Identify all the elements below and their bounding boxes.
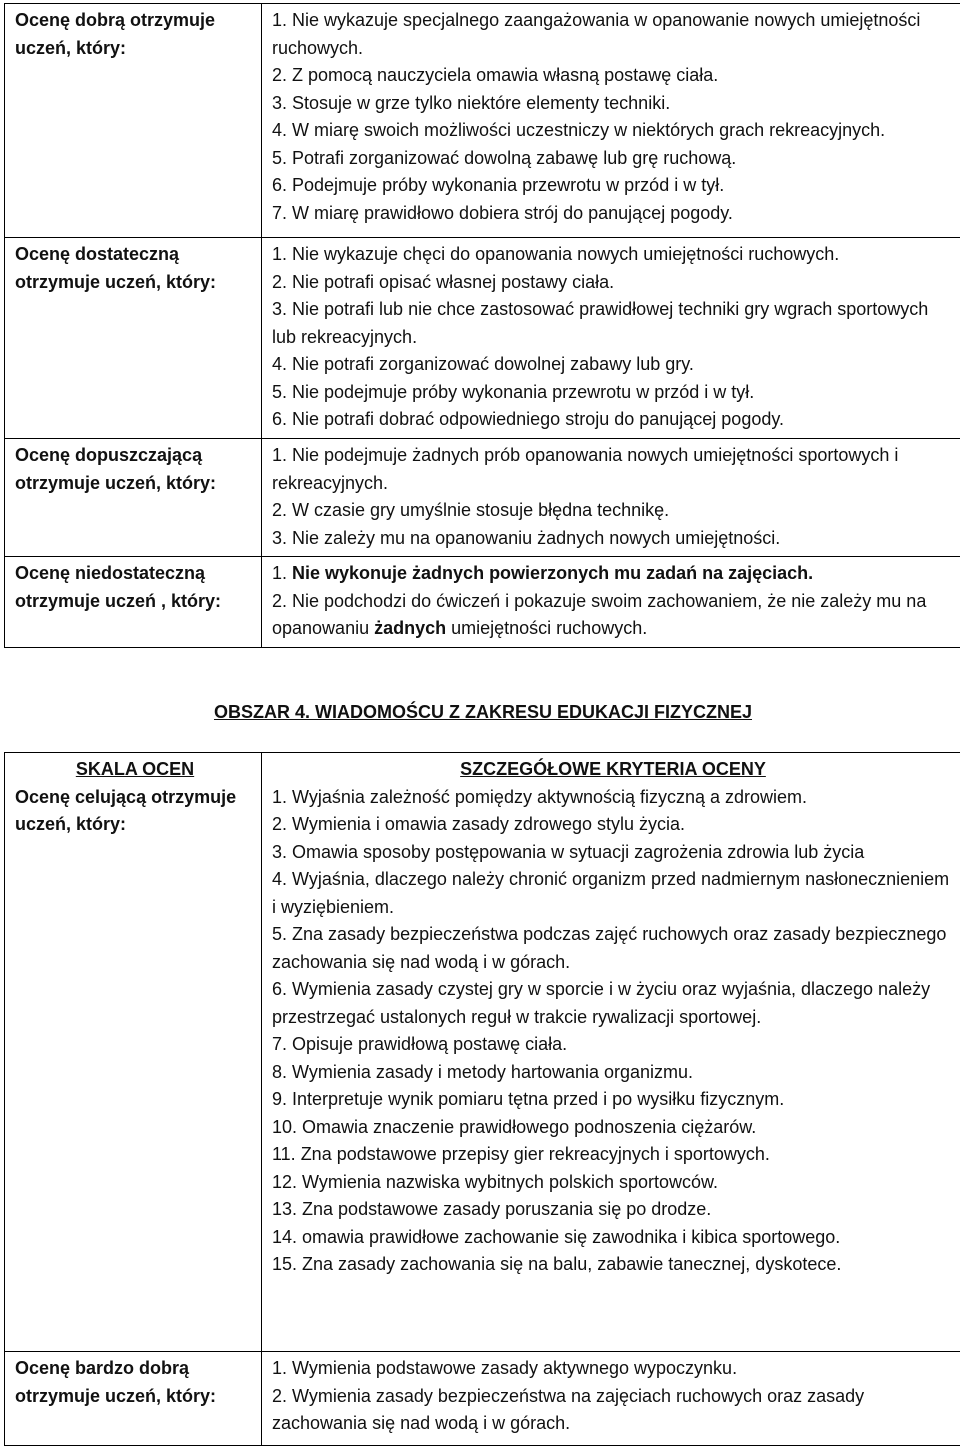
scale-cell xyxy=(5,4,262,238)
criteria-cell xyxy=(262,439,960,557)
criteria-cell xyxy=(262,4,960,238)
criterion: 5. Potrafi zorganizować dowolną zabawę lub grę ruchową. xyxy=(272,147,737,168)
criterion: 6. Nie potrafi dobrać odpowiedniego stroju do panującej pogody. xyxy=(272,409,785,429)
criterion: 4. Wyjaśnia, dlaczego należy chronić organizm przed nadmiernym nasłonecznieniem i wyziębieniem. xyxy=(272,869,950,917)
scale-cell xyxy=(5,238,262,439)
criterion xyxy=(272,560,954,588)
criterion: 4. W miarę swoich możliwości uczestniczy w niektórych grach rekreacyjnych. xyxy=(272,120,886,140)
criterion xyxy=(272,588,954,643)
grade-label-insufficient: Ocenę niedostateczną otrzymuje uczeń , który: xyxy=(15,563,222,611)
criterion: 4. Nie potrafi zorganizować dowolnej zabawy lub gry. xyxy=(272,354,694,374)
grade-label-satisfactory: Ocenę dostateczną otrzymuje uczeń, który: xyxy=(15,244,217,292)
criterion: 2. Wymienia zasady bezpieczeństwa na zajęciach ruchowych oraz zasady zachowania się nad wodą i w górach. xyxy=(272,1385,865,1433)
table-row xyxy=(5,557,960,648)
grading-table-area-3 xyxy=(4,3,960,648)
criterion-bold-text: żadnych xyxy=(374,618,447,638)
column-header-scale: SKALA OCEN xyxy=(75,759,195,779)
table-row xyxy=(5,439,960,557)
grade-label-good: Ocenę dobrą otrzymuje uczeń, który: xyxy=(15,10,216,58)
criterion: 1. Wymienia podstawowe zasady aktywnego wypoczynku. xyxy=(272,1358,738,1378)
scale-cell xyxy=(5,1352,262,1446)
criterion: 2. Z pomocą nauczyciela omawia własną postawę ciała. xyxy=(272,65,719,85)
grade-label-very-good: Ocenę bardzo dobrą otrzymuje uczeń, który: xyxy=(15,1358,217,1406)
scale-cell xyxy=(5,557,262,648)
criterion: 11. Zna podstawowe przepisy gier rekreacyjnych i sportowych. xyxy=(272,1144,770,1164)
scale-cell xyxy=(5,753,262,1352)
criterion: 9. Interpretuje wynik pomiaru tętna przed i po wysiłku fizycznym. xyxy=(272,1089,785,1109)
criterion: 5. Nie podejmuje próby wykonania przewrotu w przód i w tył. xyxy=(272,381,755,402)
criterion: 1. Nie wykazuje chęci do opanowania nowych umiejętności ruchowych. xyxy=(272,244,840,264)
criterion: 15. Zna zasady zachowania się na balu, zabawie tanecznej, dyskotece. xyxy=(272,1254,842,1274)
grade-label-excellent: Ocenę celującą otrzymuje uczeń, który: xyxy=(15,786,237,834)
criterion: 1. Nie wykazuje specjalnego zaangażowania w opanowanie nowych umiejętności ruchowych. xyxy=(272,10,921,58)
grading-table-area-4 xyxy=(4,752,960,1446)
criterion: 6. Wymienia zasady czystej gry w sporcie i w życiu oraz wyjaśnia, dlaczego należy przestrzegać ustalonych reguł w trakcie rywalizacji sportowej. xyxy=(272,979,931,1027)
scale-cell xyxy=(5,439,262,557)
criteria-cell xyxy=(262,238,960,439)
criterion: 8. Wymienia zasady i metody hartowania organizmu. xyxy=(272,1061,694,1082)
column-header-criteria: SZCZEGÓŁOWE KRYTERIA OCENY xyxy=(460,759,766,779)
criterion: 7. Opisuje prawidłową postawę ciała. xyxy=(272,1034,568,1054)
criterion: 12. Wymienia nazwiska wybitnych polskich sportowców. xyxy=(272,1171,719,1192)
criterion: 2. Nie potrafi opisać własnej postawy ciała. xyxy=(272,271,615,292)
section-title: OBSZAR 4. WIADOMOŚCU Z ZAKRESU EDUKACJI FIZYCZNEJ xyxy=(213,702,753,722)
criterion: 3. Nie zależy mu na opanowaniu żadnych nowych umiejętności. xyxy=(272,527,781,548)
criterion: 1. Wyjaśnia zależność pomiędzy aktywnością fizyczną a zdrowiem. xyxy=(272,786,808,807)
criterion: 10. Omawia znaczenie prawidłowego podnoszenia ciężarów. xyxy=(272,1116,757,1137)
criterion-number: 1. xyxy=(272,563,293,583)
criterion-text: 2. Nie podchodzi do ćwiczeń i pokazuje swoim zachowaniem, że nie zależy mu na opanowaniu xyxy=(272,590,927,638)
criteria-cell xyxy=(262,1352,960,1446)
criteria-cell xyxy=(262,557,960,648)
criterion: 5. Zna zasady bezpieczeństwa podczas zajęć ruchowych oraz zasady bezpiecznego zachowania się nad wodą i w górach. xyxy=(272,924,947,972)
table-row xyxy=(5,4,960,238)
grade-label-sufficient: Ocenę dopuszczającą otrzymuje uczeń, który: xyxy=(15,445,217,493)
table-row xyxy=(5,753,960,1352)
criterion: 1. Nie podejmuje żadnych prób opanowania nowych umiejętności sportowych i rekreacyjnych. xyxy=(272,445,899,493)
table-row xyxy=(5,1352,960,1446)
criterion: 2. Wymienia i omawia zasady zdrowego stylu życia. xyxy=(272,814,685,834)
criterion: 3. Nie potrafi lub nie chce zastosować prawidłowej techniki gry wgrach sportowych lub rekreacyjnych. xyxy=(272,299,929,347)
criterion: 13. Zna podstawowe zasady poruszania się po drodze. xyxy=(272,1199,712,1219)
table-row xyxy=(5,238,960,439)
criterion: 7. W miarę prawidłowo dobiera strój do panującej pogody. xyxy=(272,202,733,223)
criteria-cell xyxy=(262,753,960,1352)
criterion-text: umiejętności ruchowych. xyxy=(446,618,648,638)
criterion: 6. Podejmuje próby wykonania przewrotu w przód i w tył. xyxy=(272,175,725,195)
criterion: 14. omawia prawidłowe zachowanie się zawodnika i kibica sportowego. xyxy=(272,1226,841,1247)
criterion: 2. W czasie gry umyślnie stosuje błędna technikę. xyxy=(272,500,670,520)
criterion: 3. Stosuje w grze tylko niektóre elementy techniki. xyxy=(272,92,671,113)
criterion: 3. Omawia sposoby postępowania w sytuacji zagrożenia zdrowia lub życia xyxy=(272,841,865,862)
criterion-bold-text: Nie wykonuje żadnych powierzonych mu zadań na zajęciach. xyxy=(292,563,814,583)
